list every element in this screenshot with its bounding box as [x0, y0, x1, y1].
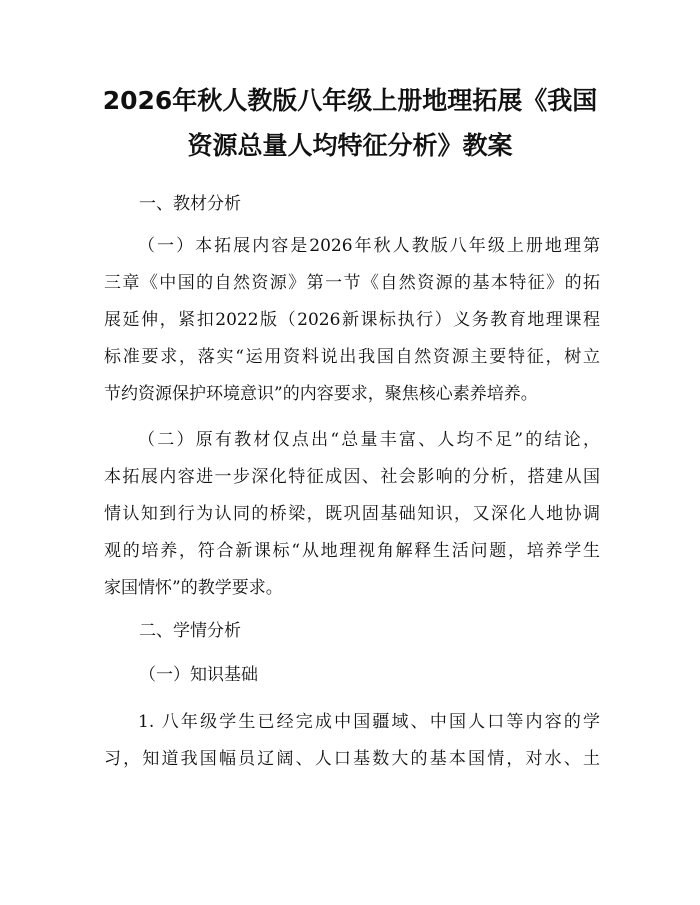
- paragraph-knowledge-base-1: [104, 704, 600, 778]
- paragraph-line: 家国情怀”的教学要求。: [104, 578, 283, 598]
- paragraph-line: 三章《中国的自然资源》第一节《自然资源的基本特征》的拓: [104, 273, 600, 293]
- document-title-line-2: 资源总量人均特征分析》教案: [187, 131, 513, 160]
- paragraph-line: 标准要求，落实“运用资料说出我国自然资源主要特征，树立: [104, 347, 600, 367]
- paragraph-line: 情认知到行为认同的桥梁，既巩固基础知识，又深化人地协调: [104, 504, 600, 524]
- paragraph-line: 1. 八年级学生已经完成中国疆域、中国人口等内容的学: [138, 712, 600, 732]
- paragraph-line: （一）本拓展内容是2026年秋人教版八年级上册地理第: [138, 236, 600, 256]
- paragraph-line: 观的培养，符合新课标“从地理视角解释生活问题，培养学生: [104, 541, 600, 561]
- paragraph-line: 本拓展内容进一步深化特征成因、社会影响的分析，搭建从国: [104, 467, 600, 487]
- subsection-heading-knowledge-base: （一）知识基础: [139, 665, 258, 685]
- paragraph-textbook-analysis-2: [104, 422, 600, 607]
- paragraph-line: 节约资源保护环境意识”的内容要求，聚焦核心素养培养。: [104, 384, 538, 404]
- paragraph-line: 展延伸，紧扣2022版（2026新课标执行）义务教育地理课程: [104, 310, 600, 330]
- section-heading-textbook-analysis: 一、教材分析: [139, 194, 241, 214]
- paragraph-textbook-analysis-1: [104, 228, 600, 413]
- paragraph-line: （二）原有教材仅点出“总量丰富、人均不足”的结论，: [138, 430, 600, 450]
- paragraph-line: 习，知道我国幅员辽阔、人口基数大的基本国情，对水、土: [104, 749, 600, 769]
- section-heading-student-analysis: 二、学情分析: [139, 621, 241, 641]
- document-title-line-1: 2026年秋人教版八年级上册地理拓展《我国: [102, 86, 598, 115]
